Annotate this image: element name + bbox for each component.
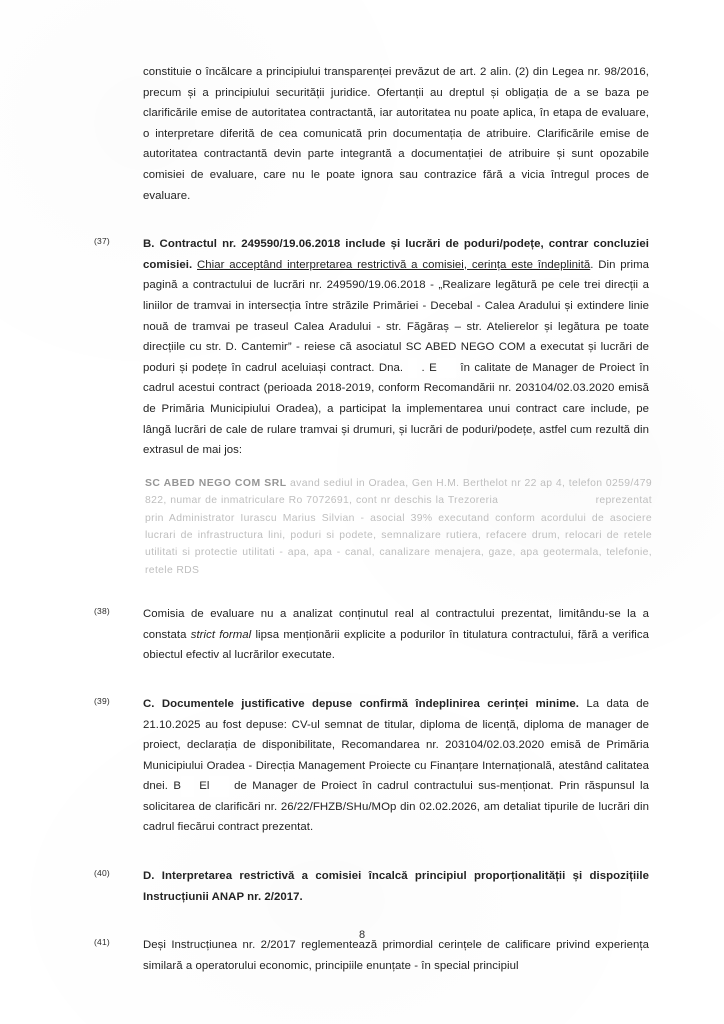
paragraph-37 [0, 234, 724, 461]
text-run-italic: strict formal [190, 628, 252, 641]
paragraph-39-text [143, 694, 649, 838]
text-run: El [193, 780, 210, 793]
page-number: 8 [358, 929, 366, 941]
paragraph-39 [0, 694, 724, 838]
redaction-block [408, 358, 418, 379]
extract-line: canalizare menajera, gaze, apa geotermala, telefonie, retele RDS [145, 547, 652, 576]
text-run: lipsa menționării explicite a podurilor în titulatura contractului, fără a verifica obiectul efectiv al lucrărilor executate. [143, 628, 649, 662]
extract-line: telefon 0259/479 822, numar de inmatriculare Ro 7072691, cont nr [145, 477, 652, 507]
paragraph-41-text [143, 935, 649, 976]
text-run: constituie o încălcare a principiului transparenței prevăzut de art. 2 alin. (2) din Legea nr. 98/2016, precum și a principiului securității juridice. Ofertanții au dreptul și obligația de a se baza pe clarificările emise de autoritatea contractantă, iar autoritatea nu poate aplica, în etapa de evaluare, o interpretare diferită de cea comunicată prin documentația de atribuire. Clarificările emise de autoritatea contractantă devin parte integrantă a documentației de atribuire și sunt opozabile comisiei de evaluare, care nu le poate ignora sau contrazice fără a vicia întregul proces de evaluare. [143, 66, 649, 202]
text-run-bold: B. Contractul nr. 249590/19.06.2018 include și lucrări de poduri/podețe, contrar concluziei comisiei. [143, 238, 649, 271]
extract-company-name: SC ABED NEGO COM SRL [145, 477, 287, 489]
paragraph-38-number: (38) [94, 606, 110, 617]
text-run: de Manager de Proiect în cadrul contractului sus-menționat. Prin răspunsul la solicitarea de clarificări nr. 26/22/FHZB/SHu/MOp din 02.02.2026, am detaliat tipurile de lucrări din cadrul fiecărui contract prezentat. [143, 780, 649, 834]
paragraph-40-text [143, 866, 649, 907]
redaction-block [437, 358, 456, 379]
extract-line: deschis la Trezoreria [394, 495, 499, 507]
text-run: Comisia de evaluare nu a analizat conținutul real al contractului prezentat, limitându-se la a constata [143, 608, 649, 641]
paragraph-38-text [143, 604, 649, 666]
text-run-bold: D. Interpretarea restrictivă a comisiei încalcă principiul proporționalității și dispozițiile Instrucțiunii ANAP nr. 2/2017. [143, 870, 649, 903]
text-run: . Din prima pagină a contractului de lucrări nr. 249590/19.06.2018 - „Realizare legătură pe cele trei direcții a liniilor de tramvai in intersecția între străzile Primăriei - Decebal - Calea Aradului și extindere linie nouă de tramvai pe traseul Calea Aradului - str. Făgăraș – str. Atelierelor și legătura pe toate direcțiile cu str. D. Cantemir” - reiese că asociatul SC ABED NEGO COM a executat și lucrări de poduri și podețe în cadrul aceluiași contract. Dna. [143, 258, 650, 374]
paragraph-spacer [0, 595, 724, 604]
extract-line: reprezentat prin [145, 495, 652, 524]
paragraph-intro [0, 62, 724, 206]
text-run: Deși Instrucțiunea nr. 2/2017 reglementează primordial cerințele de calificare privind experiența similară a operatorului economic, principiile enunțate - în special principiul [143, 939, 649, 972]
paragraph-spacer [0, 849, 724, 866]
paragraph-intro-text [143, 62, 649, 206]
text-run: La data de 21.10.2025 au fost depuse: CV-ul semnat de titular, diploma de licență, diploma de manager de proiect, declarația de disponibilitate, Recomandarea nr. 203104/02.03.2020 emisă de Primăria Municipiului Oradea - Direcția Management Proiecte cu Finanțare Internațională, atestând calitatea dnei. B [143, 697, 649, 793]
top-margin-spacer [0, 0, 724, 24]
paragraph-41 [0, 935, 724, 976]
redaction-block [209, 776, 228, 797]
redaction-block [181, 776, 194, 797]
paragraph-41-number: (41) [94, 937, 110, 948]
top-margin-spacer-2 [0, 24, 724, 62]
paragraph-37-number: (37) [94, 236, 110, 247]
scanned-extract-text [145, 475, 652, 579]
extract-line: refacere drum, relocari de retele utilitati si protectie utilitati - apa, apa - canal, [145, 529, 652, 559]
paragraph-spacer [0, 217, 724, 234]
text-run: . E [417, 361, 437, 374]
paragraph-37-text [143, 234, 649, 461]
paragraph-39-number: (39) [94, 695, 110, 706]
scanned-extract-block [0, 475, 724, 579]
extract-line: Administrator Iurascu Marius Silvian - asocial 39% executand conform acordului [168, 512, 587, 524]
paragraph-40-number: (40) [94, 868, 110, 879]
extract-line: avand sediul in Oradea, Gen H.M. Berthelot nr 22 ap 4, [290, 477, 566, 489]
text-run: în calitate de Manager de Proiect în cadrul acestui contract (perioada 2018-2019, conform Recomandării nr. 203104/02.03.2020 emisă de Primăria Municipiului Oradea), a participat la implementarea unui contract care include, pe lângă lucrări de cale de rulare tramvai și drumuri, și lucrări de poduri/podețe, astfel cum rezultă din extrasul de mai jos: [143, 361, 649, 457]
paragraph-38 [0, 604, 724, 666]
text-run-underline: Chiar acceptând interpretarea restrictivă a comisiei, cerința este îndeplinită [197, 258, 591, 271]
paragraph-40 [0, 866, 724, 907]
extract-line: de asociere lucrari de infrastructura lini, poduri si podete, semnalizare rutiera, [145, 512, 652, 541]
paragraph-spacer [0, 677, 724, 694]
text-run-bold: C. Documentele justificative depuse confirmă îndeplinirea cerinței minime. [143, 697, 579, 710]
